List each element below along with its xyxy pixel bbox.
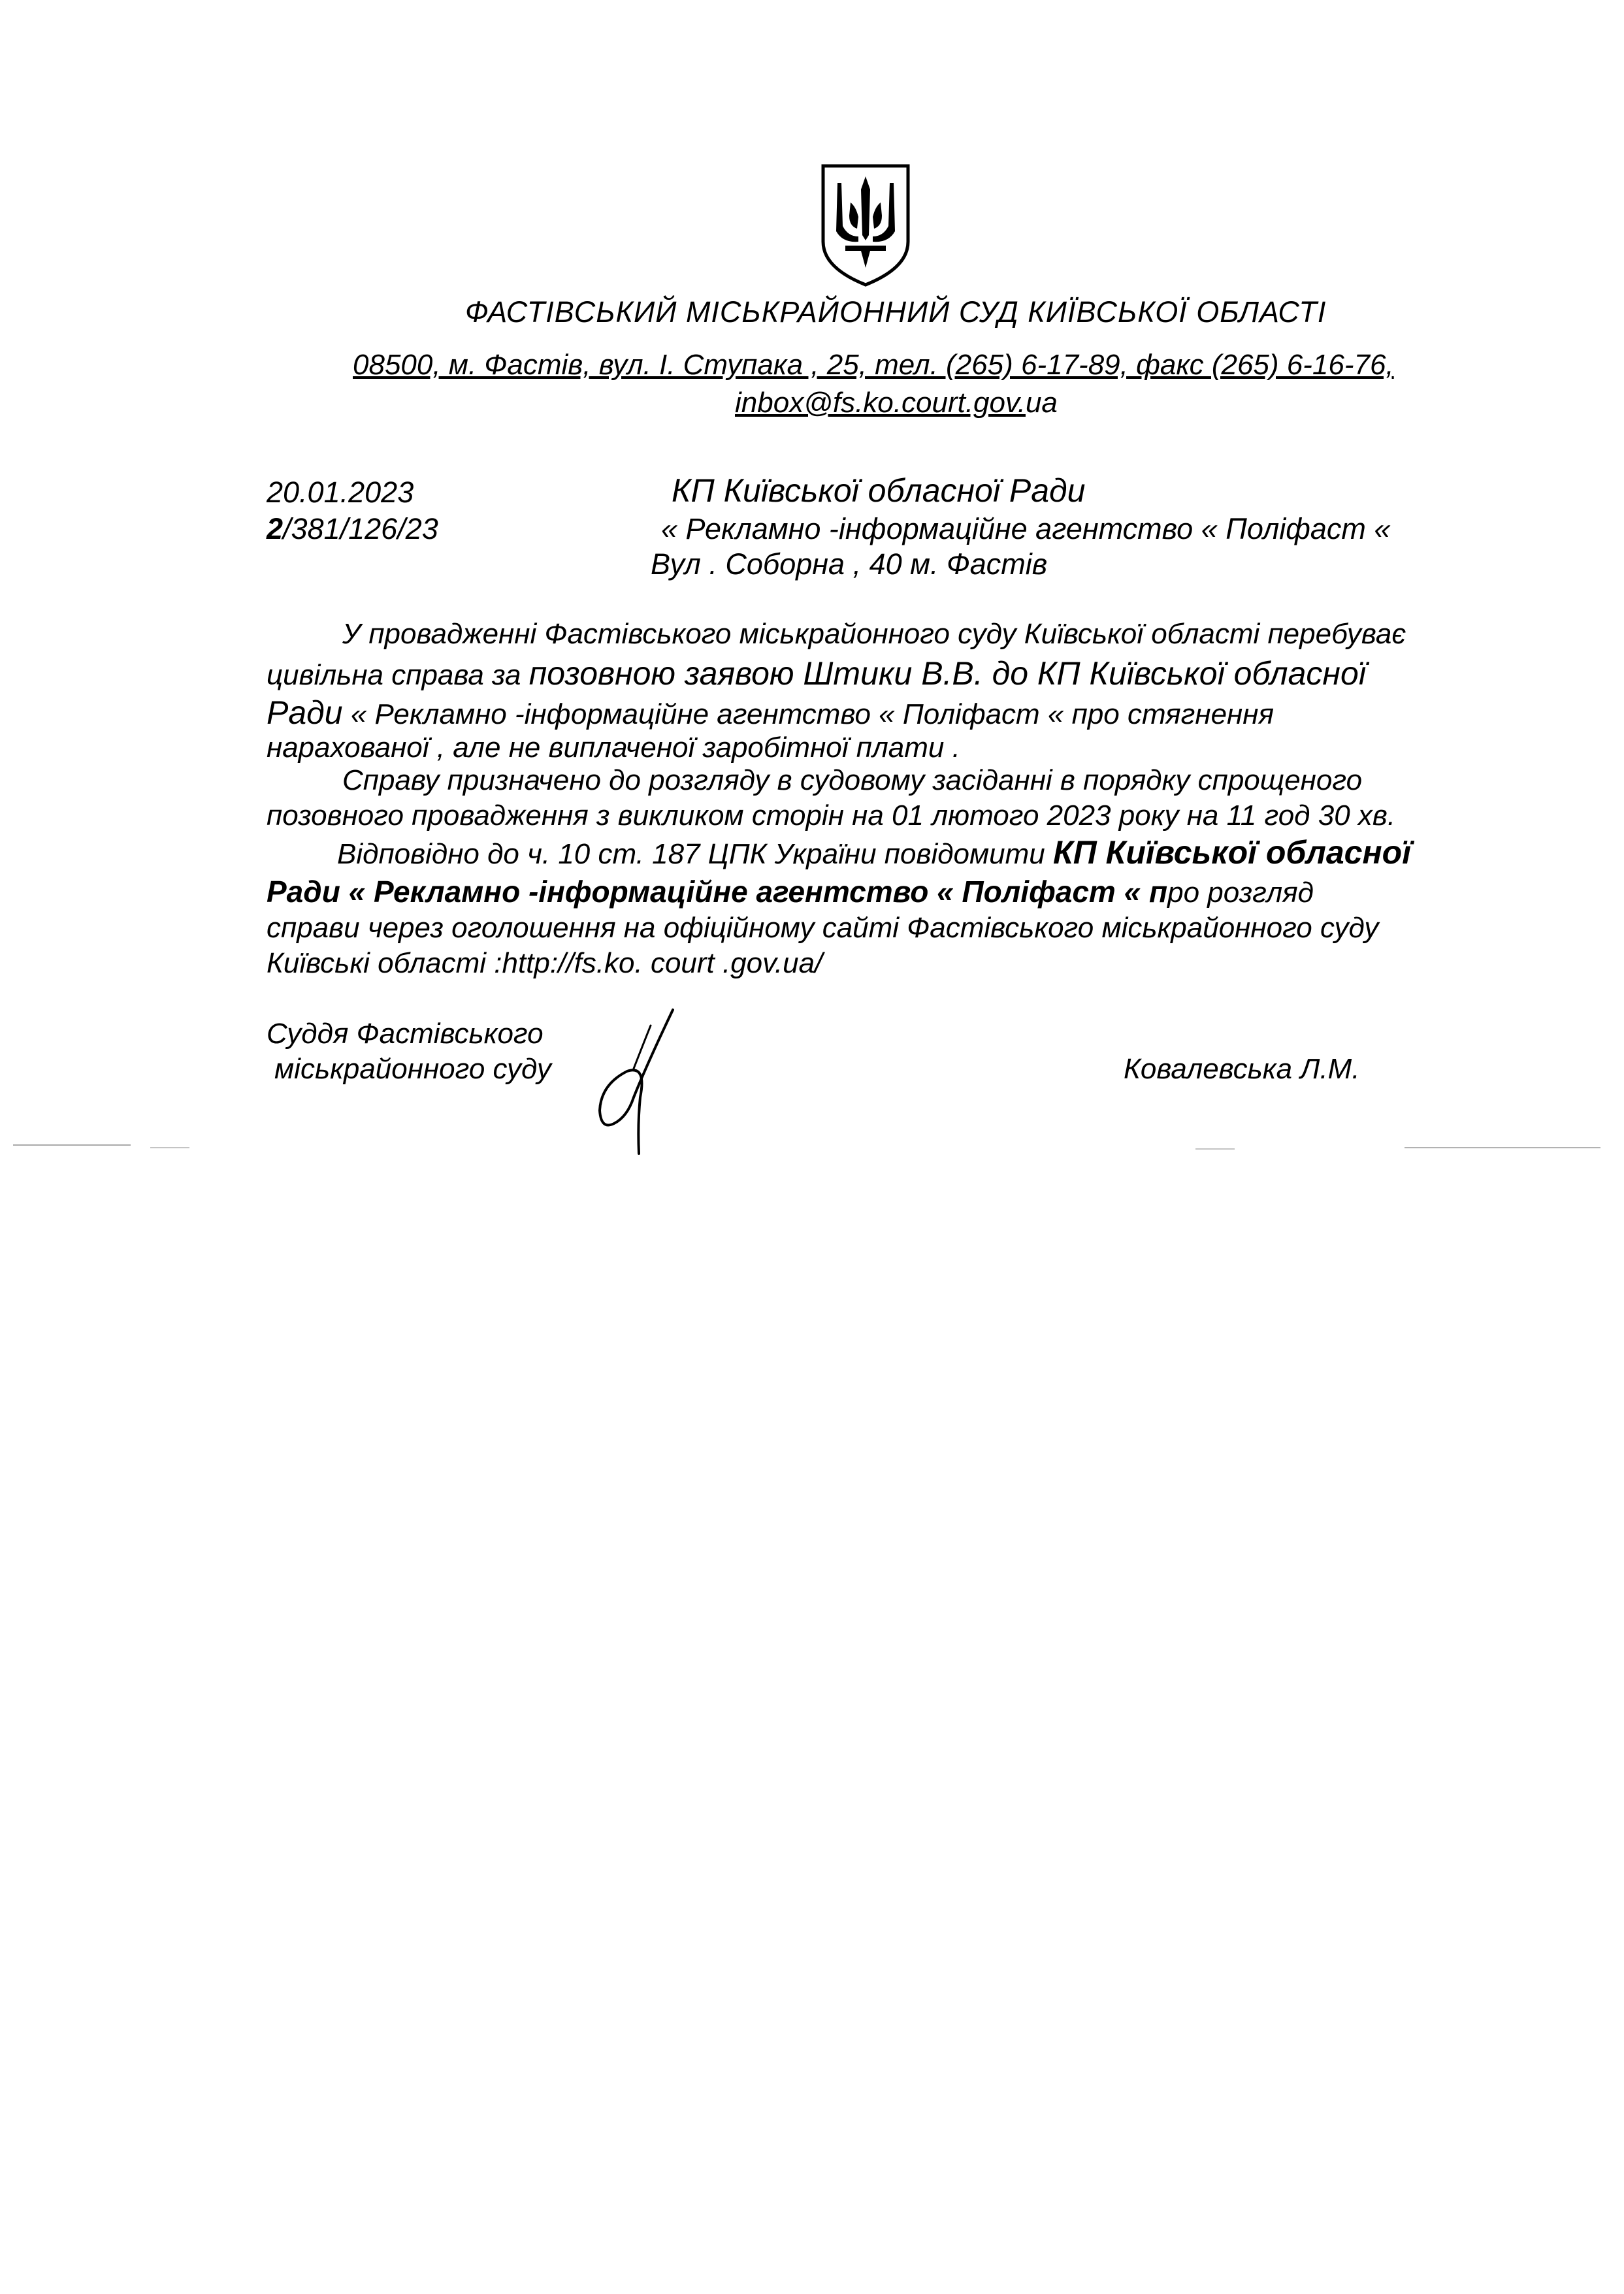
- case-number: [267, 512, 438, 546]
- body-line-2-start: цивільна справа за: [267, 659, 529, 691]
- coat-of-arms-icon: [819, 163, 912, 287]
- case-number-rest: /381/126/23: [283, 512, 438, 545]
- body-line-4: нарахованої , але не виплаченої заробітної плати .: [267, 732, 960, 764]
- recipient-address: Вул . Соборна , 40 м. Фастів: [651, 547, 1048, 581]
- body-line-2-claim: позовною заявою Штики В.В. до КП Київської обласної: [528, 655, 1366, 692]
- scan-artifact: [150, 1147, 189, 1148]
- judge-title-line-1: Суддя Фастівського: [267, 1018, 544, 1050]
- body-line-10: Київські області :http://fs.ko. court .gov.ua/: [267, 947, 823, 979]
- body-line-7-start: Відповідно до ч. 10 ст. 187 ЦПК України повідомити: [337, 838, 1054, 870]
- judge-title-line-2: міськрайонного суду: [274, 1053, 551, 1085]
- body-line-2: [267, 654, 1366, 692]
- body-line-6: позовного провадження з викликом сторін на 01 лютого 2023 року на 11 год 30 хв.: [267, 800, 1396, 832]
- body-line-1: У провадженні Фастівського міськрайонного суду Київської області перебуває: [342, 618, 1406, 650]
- body-line-7: [337, 833, 1411, 871]
- body-line-8-rest: ро розгляд: [1167, 877, 1314, 909]
- body-line-5: Справу призначено до розгляду в судовому засіданні в порядку спрощеного: [342, 764, 1363, 796]
- scan-artifact: [13, 1144, 131, 1146]
- body-line-8: [267, 874, 1314, 909]
- body-line-3-start: Ради: [267, 694, 343, 731]
- recipient-line-2: « Рекламно -інформаційне агентство « Поліфаст «: [661, 512, 1391, 545]
- body-line-7-bold: КП Київської обласної: [1053, 834, 1412, 871]
- scan-artifact: [1405, 1147, 1600, 1148]
- case-number-prefix: 2: [267, 512, 284, 545]
- court-address: 08500, м. Фастів, вул. І. Ступака , 25, тел. (265) 6-17-89, факс (265) 6-16-76,: [353, 349, 1394, 381]
- court-email-suffix: ua: [1025, 387, 1058, 419]
- court-email-line: [735, 387, 1058, 419]
- judge-name: Ковалевська Л.М.: [1124, 1053, 1360, 1085]
- body-line-8-bold: Ради « Рекламно -інформаційне агентство « Поліфаст « п: [267, 875, 1168, 909]
- handwritten-signature: [588, 1006, 679, 1156]
- body-line-3-rest: « Рекламно -інформаційне агентство « Поліфаст « про стягнення: [342, 698, 1274, 730]
- recipient-line-1: КП Київської обласної Ради: [672, 472, 1086, 509]
- court-email[interactable]: inbox@fs.ko.court.gov.: [735, 387, 1026, 419]
- body-line-3: [267, 694, 1274, 732]
- scan-artifact: [1195, 1148, 1235, 1150]
- court-name: ФАСТІВСЬКИЙ МІСЬКРАЙОННИЙ СУД КИЇВСЬКОЇ ОБЛАСТІ: [465, 295, 1327, 329]
- body-line-9: справи через оголошення на офіційному сайті Фастівського міськрайонного суду: [267, 912, 1379, 944]
- letter-date: 20.01.2023: [267, 476, 414, 509]
